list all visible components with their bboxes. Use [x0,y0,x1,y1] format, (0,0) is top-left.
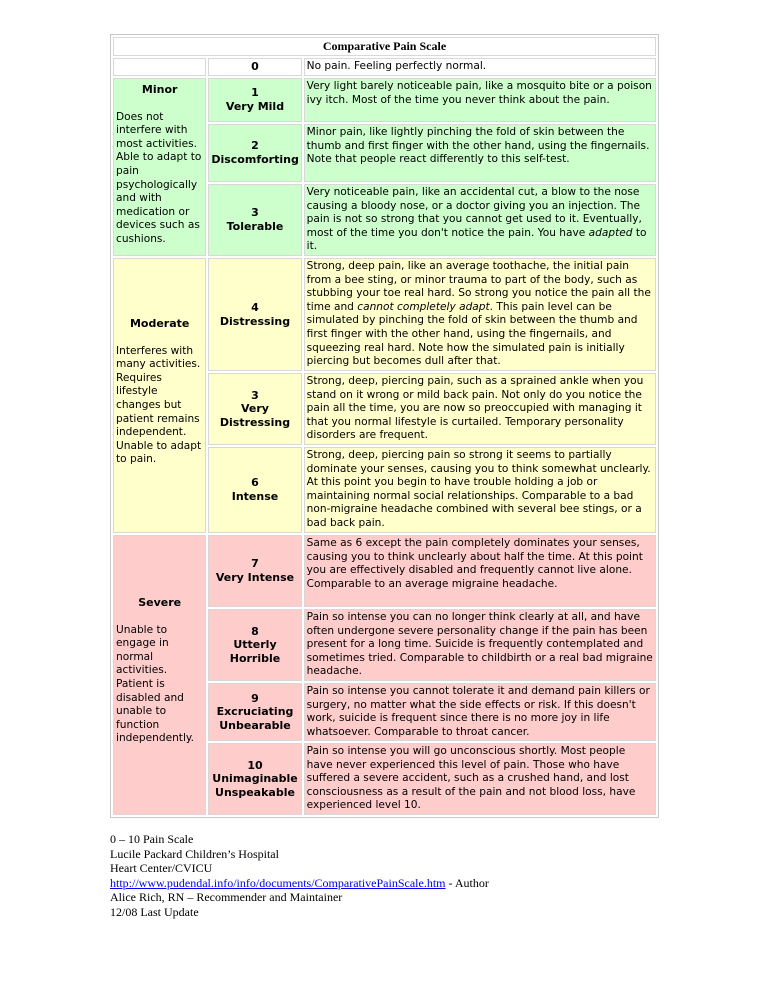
level-number: 0 [251,60,259,74]
category-description: Unable to engage in normal activities. Patient is disabled and unable to function independently. [116,623,195,745]
footer-scale-title: 0 – 10 Pain Scale [110,832,194,846]
table-row [113,258,656,371]
level-number: 10 [247,758,263,772]
footer-last-update: 12/08 Last Update [110,904,199,919]
level-name: Discomforting [211,153,299,166]
footer-hospital: Lucile Packard Children’s Hospital [110,846,279,861]
level-name: Very Intense [215,571,295,584]
level-description: Strong, deep, piercing pain, such as a sprained ankle when you stand on it wrong or mild back pain. Not only do you notice the pain all the time, you are now so preoccupied with managing it that you normal lifestyle is curtailed. Temporary personality disorders are frequent. [304,373,656,445]
footer-maintainer: Alice Rich, RN – Recommender and Maintainer [110,890,343,905]
level-description: Pain so intense you cannot tolerate it and demand pain killers or surgery, no matter what the side effects or risk. If this doesn't work, suicide is frequent since there is no more joy in life whatsoever. Comparable to throat cancer. [304,683,656,741]
level-description: Pain so intense you will go unconscious shortly. Most people have never experienced this level of pain. Those who have suffered a severe accident, such as a crushed hand, and lost consciousness as a result of the pain and not blood loss, have experienced level 10. [304,743,656,815]
document-footer [110,832,489,920]
source-link[interactable]: http://www.pudendal.info/info/documents/ComparativePainScale.htm [110,875,446,890]
category-cell-moderate [113,258,206,533]
table-row [113,535,656,607]
table-title: Comparative Pain Scale [113,37,656,56]
level-number: 6 [251,476,259,490]
level-cell [208,58,301,76]
level-description: Very light barely noticeable pain, like a mosquito bite or a poison ivy itch. Most of the time you never think about the pain. [304,78,656,122]
level-name: Unimaginable Unspeakable [212,772,298,799]
level-number: 9 [251,691,259,705]
level-number: 8 [251,624,259,638]
level-cell [208,78,301,122]
level-name: Intense [231,490,279,503]
category-name: Minor [141,83,178,96]
level-name: Utterly Horrible [229,638,281,665]
empty-category-cell [113,58,206,76]
level-cell [208,373,301,445]
level-number: 2 [251,139,259,153]
level-description: No pain. Feeling perfectly normal. [304,58,656,76]
level-cell [208,535,301,607]
level-cell [208,124,301,182]
level-description: Strong, deep, piercing pain so strong it seems to partially dominate your senses, causing you to think somewhat unclearly. At this point you begin to have trouble holding a job or maintaining normal social relationships. Comparable to a bad non-migraine headache combined with several bee stings, or a bad back pain. [304,447,656,533]
level-cell [208,743,301,815]
level-number: 7 [251,557,259,571]
level-description: Very noticeable pain, like an accidental cut, a blow to the nose causing a bloody nose, or a doctor giving you an injection. The pain is not so strong that you cannot get used to it. Eventually, most of the time you don't notice the pain. You have adapted to it. [304,184,656,256]
category-name: Moderate [129,317,190,330]
level-name: Very Distressing [219,402,291,429]
source-link-suffix: - Author [445,875,489,890]
category-description: Does not interfere with most activities. Able to adapt to pain psychologically and with medication or devices such as cushions. [116,110,202,245]
level-cell [208,683,301,741]
category-name: Severe [138,596,182,609]
level-name: Excruciating Unbearable [216,705,294,732]
level-name: Distressing [219,314,291,328]
level-cell [208,258,301,371]
level-cell [208,447,301,533]
category-cell-severe [113,535,206,815]
level-number: 4 [251,300,259,314]
level-description: Strong, deep pain, like an average toothache, the initial pain from a bee sting, or minor trauma to part of the body, such as stubbing your toe real hard. So strong you notice the pain all the time and cannot completely adapt. This pain level can be simulated by pinching the fold of skin between the thumb and first finger with the other hand, using the fingernails, and squeezing real hard. Note how the simulated pain is initially piercing but becomes dull after that. [304,258,656,371]
level-description: Minor pain, like lightly pinching the fold of skin between the thumb and first finger with the other hand, using the fingernails. Note that people react differently to this self-test. [304,124,656,182]
table-title-row [113,37,656,56]
level-name: Tolerable [226,220,284,233]
footer-source-line [110,876,489,891]
level-cell [208,184,301,256]
level-description: Same as 6 except the pain completely dominates your senses, causing you to think unclearly about half the time. At this point you are effectively disabled and frequently cannot live alone. Comparable to an average migraine headache. [304,535,656,607]
category-description: Interferes with many activities. Requires lifestyle changes but patient remains independent. Unable to adapt to pain. [116,344,202,466]
comparative-pain-scale-table [110,34,659,818]
footer-department: Heart Center/CVICU [110,861,213,876]
table-row [113,58,656,76]
level-description: Pain so intense you can no longer think clearly at all, and have often undergone severe personality change if the pain has been present for a long time. Suicide is frequently contemplated and sometimes tried. Comparable to childbirth or a real bad migraine headache. [304,609,656,681]
level-number: 3 [251,206,259,220]
category-cell-minor [113,78,206,256]
table-row [113,78,656,122]
level-name: Very Mild [225,100,285,113]
level-number: 3 [251,388,259,402]
level-cell [208,609,301,681]
level-number: 1 [251,86,259,100]
